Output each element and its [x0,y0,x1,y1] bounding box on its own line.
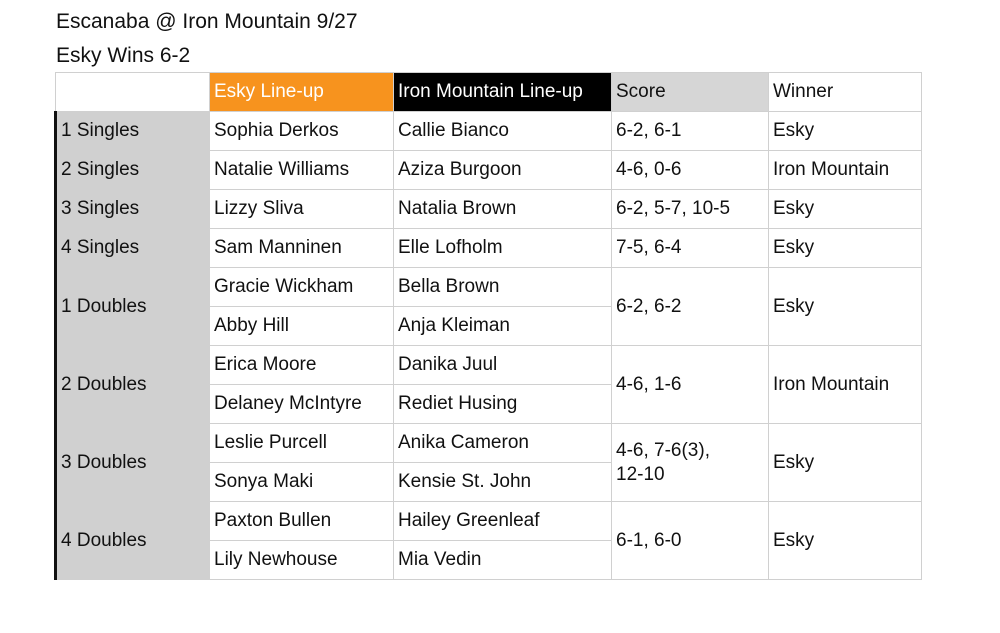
header-esky-lineup: Esky Line-up [210,73,394,112]
result-subtitle: Esky Wins 6-2 [56,44,191,67]
table-row [56,502,922,541]
score-cell: 6-2, 5-7, 10-5 [612,190,769,229]
match-label: 1 Doubles [56,268,210,346]
iron-player: Bella Brown [394,268,612,307]
match-label: 4 Singles [56,229,210,268]
header-score: Score [612,73,769,112]
iron-player: Aziza Burgoon [394,151,612,190]
winner-cell: Esky [769,502,922,580]
iron-player: Rediet Husing [394,385,612,424]
esky-player: Sophia Derkos [210,112,394,151]
winner-cell: Iron Mountain [769,151,922,190]
score-cell: 4-6, 0-6 [612,151,769,190]
winner-cell: Esky [769,229,922,268]
table-row [56,112,922,151]
score-line: 4-6, 7-6(3), [616,439,710,461]
iron-player: Mia Vedin [394,541,612,580]
table-row [56,229,922,268]
table-row [56,190,922,229]
esky-player: Sonya Maki [210,463,394,502]
iron-player: Natalia Brown [394,190,612,229]
score-cell: 4-6, 1-6 [612,346,769,424]
esky-player: Gracie Wickham [210,268,394,307]
esky-player: Paxton Bullen [210,502,394,541]
score-cell: 6-2, 6-1 [612,112,769,151]
header-blank-cell [56,73,210,112]
page-title: Escanaba @ Iron Mountain 9/27 [56,10,358,33]
score-cell: 6-2, 6-2 [612,268,769,346]
match-label: 2 Doubles [56,346,210,424]
iron-player: Elle Lofholm [394,229,612,268]
match-label: 2 Singles [56,151,210,190]
iron-player: Danika Juul [394,346,612,385]
esky-player: Lizzy Sliva [210,190,394,229]
iron-player: Kensie St. John [394,463,612,502]
match-label: 1 Singles [56,112,210,151]
winner-cell: Esky [769,424,922,502]
iron-player: Anika Cameron [394,424,612,463]
esky-player: Abby Hill [210,307,394,346]
esky-player: Erica Moore [210,346,394,385]
winner-cell: Iron Mountain [769,346,922,424]
table-header-row [56,73,922,112]
winner-cell: Esky [769,268,922,346]
iron-player: Callie Bianco [394,112,612,151]
table-row [56,346,922,385]
score-line: 12-10 [616,463,665,485]
winner-cell: Esky [769,112,922,151]
header-iron-mountain-lineup: Iron Mountain Line-up [394,73,612,112]
table-row [56,151,922,190]
table-row [56,268,922,307]
header-winner: Winner [769,73,922,112]
esky-player: Lily Newhouse [210,541,394,580]
winner-cell: Esky [769,190,922,229]
esky-player: Leslie Purcell [210,424,394,463]
score-cell [612,424,769,502]
match-label: 3 Singles [56,190,210,229]
iron-player: Anja Kleiman [394,307,612,346]
match-label: 3 Doubles [56,424,210,502]
esky-player: Natalie Williams [210,151,394,190]
iron-player: Hailey Greenleaf [394,502,612,541]
score-cell: 7-5, 6-4 [612,229,769,268]
esky-player: Delaney McIntyre [210,385,394,424]
match-label: 4 Doubles [56,502,210,580]
table-row [56,424,922,463]
results-table [54,72,922,580]
esky-player: Sam Manninen [210,229,394,268]
score-cell: 6-1, 6-0 [612,502,769,580]
